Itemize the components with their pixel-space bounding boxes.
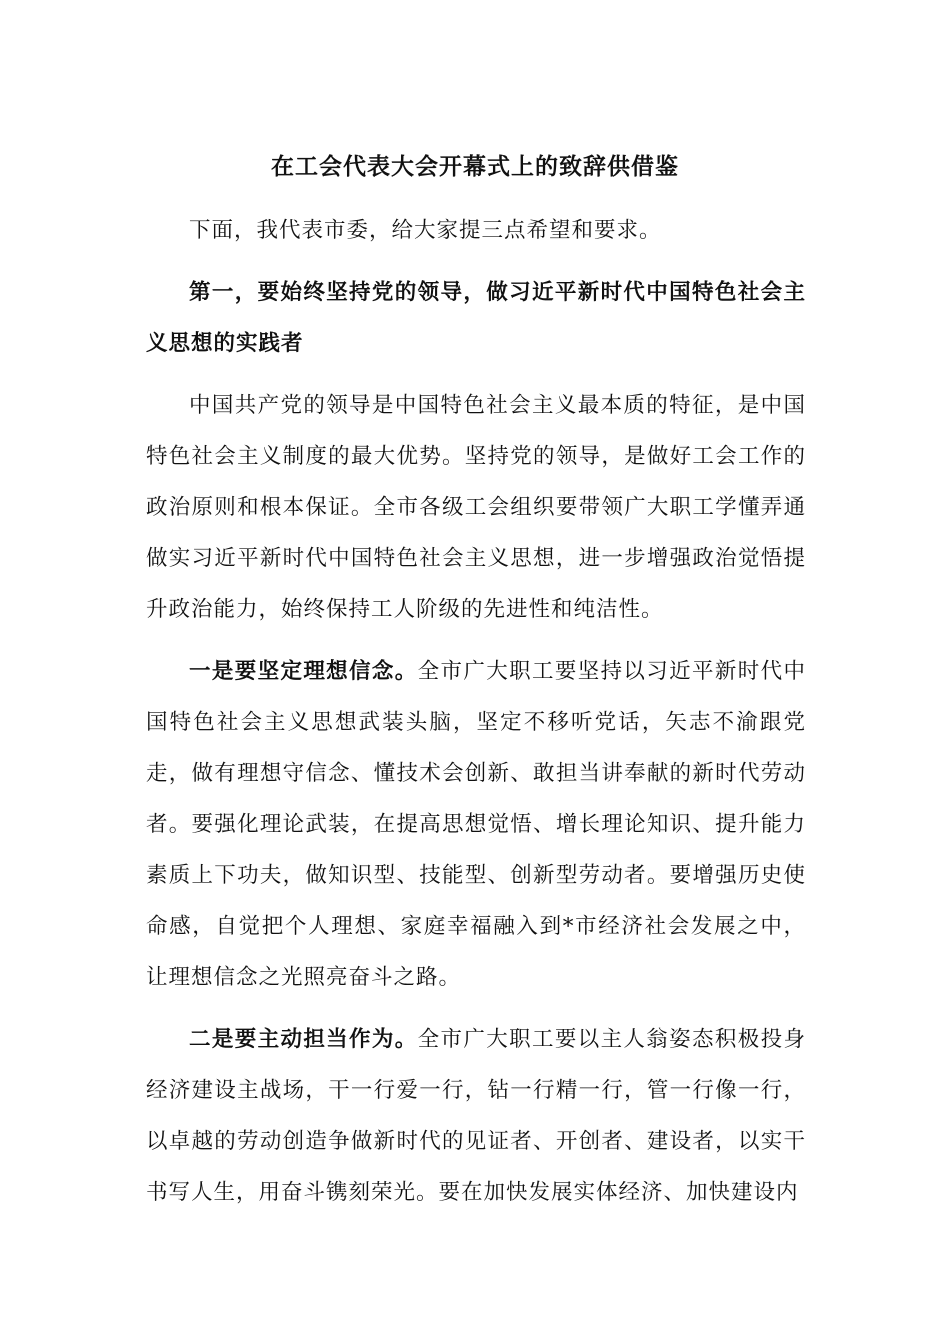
paragraph-text: 全市广大职工要以主人翁姿态积极投身经济建设主战场，干一行爱一行，钻一行精一行，管一行像一行，以卓越的劳动创造争做新时代的见证者、开创者、建设者，以实干书写人生，用奋斗镌刻荣光。要在加快发展实体经济、加快建设内 (146, 1027, 806, 1205)
paragraph-lead: 二是要主动担当作为。 (189, 1027, 418, 1052)
paragraph-lead: 一是要坚定理想信念。 (189, 659, 418, 684)
intro-paragraph: 下面，我代表市委，给大家提三点希望和要求。 (189, 218, 662, 243)
paragraph-text: 全市广大职工要坚持以习近平新时代中国特色社会主义思想武装头脑，坚定不移听党话，矢志不渝跟党走，做有理想守信念、懂技术会创新、敢担当讲奉献的新时代劳动者。要强化理论武装，在提高思想觉悟、增长理论知识、提升能力素质上下功夫，做知识型、技能型、创新型劳动者。要增强历史使命感，自觉把个人理想、家庭幸福融入到*市经济社会发展之中，让理想信念之光照亮奋斗之路。 (146, 659, 806, 990)
body-paragraph: 中国共产党的领导是中国特色社会主义最本质的特征，是中国特色社会主义制度的最大优势。坚持党的领导，是做好工会工作的政治原则和根本保证。全市各级工会组织要带领广大职工学懂弄通做实习近平新时代中国特色社会主义思想，进一步增强政治觉悟提升政治能力，始终保持工人阶级的先进性和纯洁性。 (146, 393, 806, 622)
body-paragraph (146, 646, 806, 1003)
section-heading: 第一，要始终坚持党的领导，做习近平新时代中国特色社会主义思想的实践者 (146, 280, 806, 356)
body-paragraph (146, 1014, 806, 1218)
document-body (146, 205, 806, 1229)
document-title: 在工会代表大会开幕式上的致辞供借鉴 (271, 153, 679, 180)
